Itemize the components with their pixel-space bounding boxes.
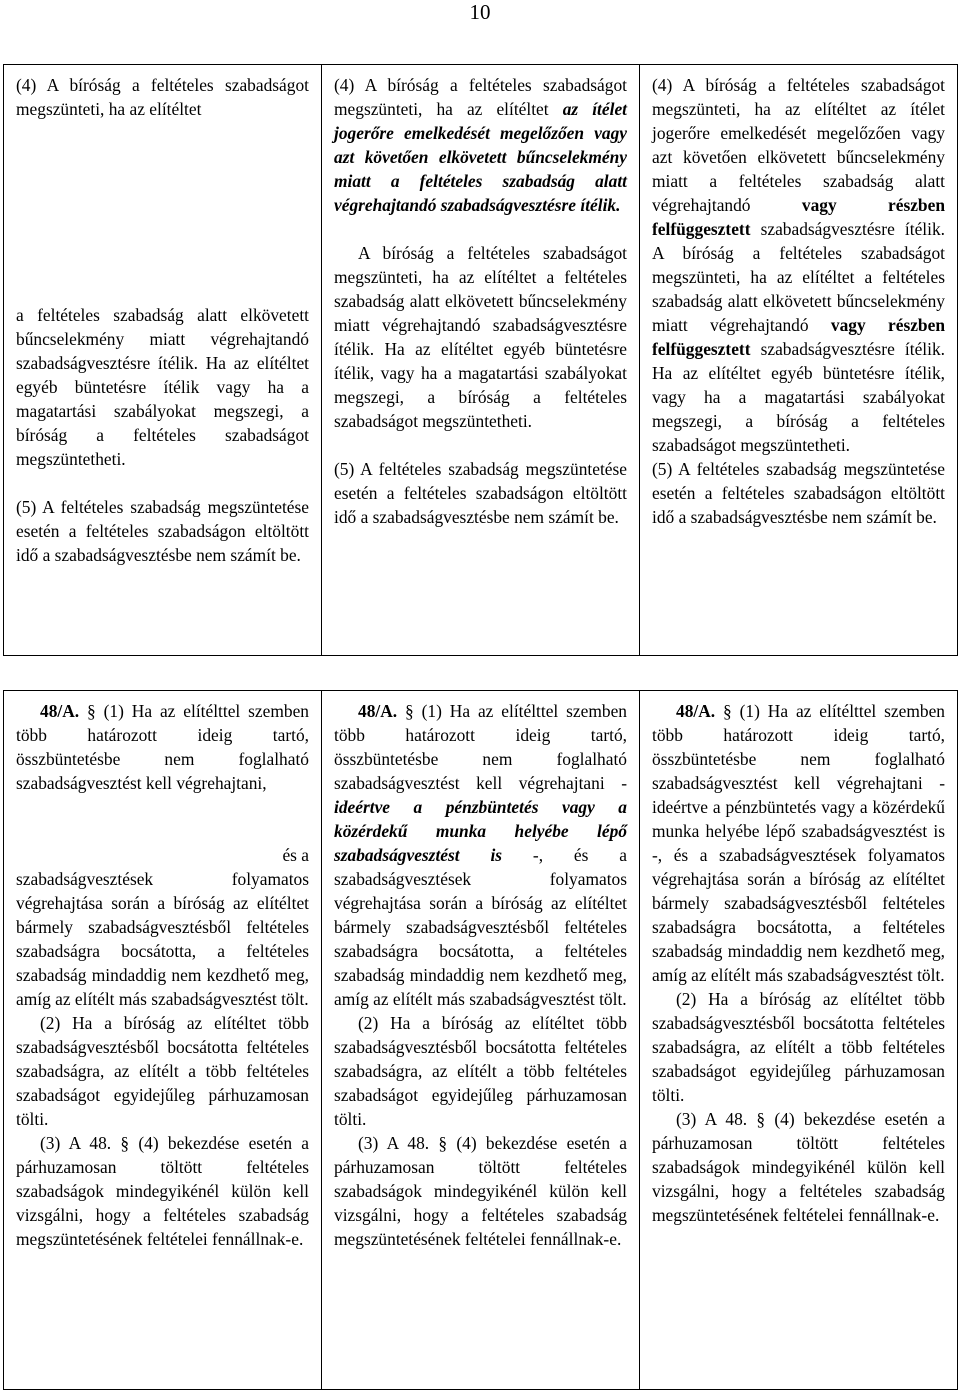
paragraph-4-amendment: az ítélet jogerőre emelkedését megelőzően vagy azt követően elkövetett bűncselekmény miatt a feltételes szabadság alatt végrehajtandó szabadságvesztésre ítélik. [334, 99, 627, 215]
section-number: 48/A. [676, 701, 716, 721]
paragraph-4-rest: a feltételes szabadság alatt elkövetett bűncselekmény miatt végrehajtandó szabadságvesztésre ítélik. Ha az elítéltet egyéb büntetésre ítélik vagy ha a magatartási szabályokat megszegi, a bíróság a feltételes szabadságot megszüntetheti. [16, 305, 309, 469]
paragraph-5: (5) A feltételes szabadság megszüntetése esetén a feltételes szabadságon eltöltött idő a szabadságvesztésbe nem számít be. [334, 459, 627, 527]
table-row [4, 691, 958, 1390]
subsection-1-lead: és a [282, 845, 309, 865]
paragraph-4-amendment-1: vagy részben felfüggesztett [652, 195, 945, 239]
paragraph-4-part-a: (4) A bíróság a feltételes szabadságot megszünteti, ha az elítéltet az ítélet jogerőre emelkedését megelőzően vagy azt követően elkövetett bűncselekmény miatt a feltételes szabadság alatt végrehajtandó [652, 75, 945, 215]
comparison-table-section-48a [3, 690, 958, 1390]
table-row [4, 65, 958, 656]
page-number: 10 [469, 0, 491, 24]
subsection-1-text: § (1) Ha az elítélttel szemben több határozott ideig tartó, összbüntetésbe nem foglalható szabadságvesztést kell végrehajtani, [16, 701, 309, 793]
subsection-1-rest: -, és a szabadságvesztések folyamatos végrehajtása során a bíróság az elítéltet bármely szabadságvesztésből feltételes szabadságra bocsátotta, a feltételes szabadság mindaddig nem kezdhető meg, amíg az elítélt más szabadságvesztést tölt. [334, 845, 627, 1009]
column-proposed-text [322, 691, 640, 1390]
paragraph-4-part-c: szabadságvesztésre ítélik. A bíróság a feltételes szabadságot megszünteti, ha az elítéltet a feltételes szabadság alatt elkövetett bűncselekmény miatt végrehajtandó [652, 219, 945, 335]
subsection-2: (2) Ha a bíróság az elítéltet több szabadságvesztésből bocsátotta feltételes szabadságra, az elítélt a több feltételes szabadságot egyidejűleg párhuzamosan tölti. [652, 989, 945, 1105]
paragraph-4 [334, 73, 627, 217]
subsection-2: (2) Ha a bíróság az elítéltet több szabadságvesztésből bocsátotta feltételes szabadságra, az elítélt a több feltételes szabadságot egyidejűleg párhuzamosan tölti. [334, 1013, 627, 1129]
subsection-3: (3) A 48. § (4) bekezdése esetén a párhuzamosan töltött feltételes szabadságok mindegyikénél külön kell vizsgálni, hogy a feltételes szabadság megszüntetésének feltételei fennállnak-e. [16, 1133, 309, 1249]
subsection-1 [652, 699, 945, 987]
subsection-2: (2) Ha a bíróság az elítéltet több szabadságvesztésből bocsátotta feltételes szabadságra, az elítélt a több feltételes szabadságot egyidejűleg párhuzamosan tölti. [16, 1013, 309, 1129]
column-proposed-text [322, 65, 640, 656]
subsection-1-start [16, 699, 309, 795]
subsection-3: (3) A 48. § (4) bekezdése esetén a párhuzamosan töltött feltételes szabadságok mindegyikénél külön kell vizsgálni, hogy a feltételes szabadság megszüntetésének feltételei fennállnak-e. [334, 1133, 627, 1249]
subsection-1-amendment: ideértve a pénzbüntetés vagy a közérdekű munka helyébe lépő szabadságvesztést is [334, 797, 627, 865]
subsection-3: (3) A 48. § (4) bekezdése esetén a párhuzamosan töltött feltételes szabadságok mindegyikénél külön kell vizsgálni, hogy a feltételes szabadság megszüntetésének feltételei fennállnak-e. [652, 1109, 945, 1225]
paragraph-4-second: A bíróság a feltételes szabadságot megszünteti, ha az elítéltet a feltételes szabadság alatt elkövetett bűncselekmény miatt végrehajtandó szabadságvesztésre ítélik. Ha az elítéltet egyéb büntetésre ítélik, vagy ha a magatartási szabályokat megszegi, a bíróság a feltételes szabadságot megszüntetheti. [334, 243, 627, 431]
subsection-1 [334, 699, 627, 1011]
paragraph-4 [652, 73, 945, 457]
subsection-1-rest: szabadságvesztések folyamatos végrehajtása során a bíróság az elítéltet bármely szabadságvesztésből feltételes szabadságra bocsátotta, a feltételes szabadság mindaddig nem kezdhető meg, amíg az elítélt más szabadságvesztést tölt. [16, 869, 309, 1009]
paragraph-4-part-d: szabadságvesztésre ítélik. Ha az elítéltet egyéb büntetésre ítélik, vagy ha a magatartási szabályokat megszegi, a bíróság a feltételes szabadságot megszüntetheti. [652, 339, 945, 455]
column-consolidated-text [640, 691, 958, 1390]
section-number: 48/A. [358, 701, 398, 721]
paragraph-5: (5) A feltételes szabadság megszüntetése esetén a feltételes szabadságon eltöltött idő a szabadságvesztésbe nem számít be. [16, 497, 309, 565]
column-current-text [4, 65, 322, 656]
paragraph-5: (5) A feltételes szabadság megszüntetése esetén a feltételes szabadságon eltöltött idő a szabadságvesztésbe nem számít be. [652, 459, 945, 527]
paragraph-4-start: (4) A bíróság a feltételes szabadságot megszünteti, ha az elítéltet [16, 75, 309, 119]
section-number: 48/A. [40, 701, 80, 721]
column-consolidated-text [640, 65, 958, 656]
subsection-1-text: § (1) Ha az elítélttel szemben több határozott ideig tartó, összbüntetésbe nem foglalható szabadságvesztést kell végrehajtani - ideértve a pénzbüntetés vagy a közérdekű munka helyébe lépő szabadságvesztést is -, és a szabadságvesztések folyamatos végrehajtása során a bíróság az elítéltet bármely szabadságvesztésből feltételes szabadságra bocsátotta, a feltételes szabadság mindaddig nem kezdhető meg, amíg az elítélt más szabadságvesztést tölt. [652, 701, 945, 985]
subsection-1-text: § (1) Ha az elítélttel szemben több határozott ideig tartó, összbüntetésbe nem foglalható szabadságvesztést kell végrehajtani - [334, 701, 627, 793]
column-current-text [4, 691, 322, 1390]
paragraph-4-plain: (4) A bíróság a feltételes szabadságot megszünteti, ha az elítéltet [334, 75, 627, 119]
paragraph-4-amendment-2: vagy részben felfüggesztett [652, 315, 945, 359]
comparison-table-paragraph-4-5 [3, 64, 958, 656]
